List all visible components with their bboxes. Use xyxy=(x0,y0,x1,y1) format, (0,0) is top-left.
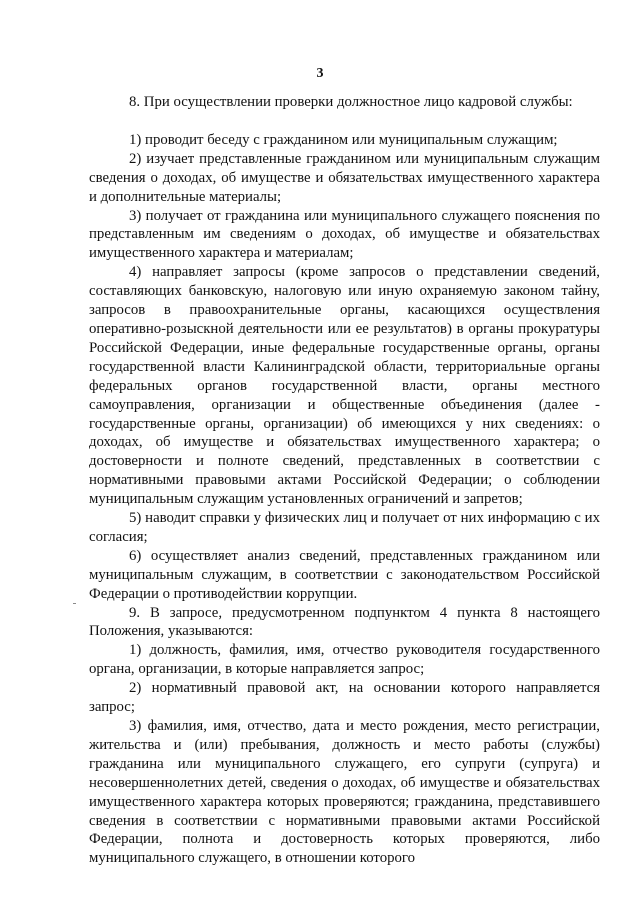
paragraph-8-1: 1) проводит беседу с гражданином или муниципальным служащим; xyxy=(129,131,558,148)
page-number: 3 xyxy=(316,66,324,81)
scan-margin-mark xyxy=(73,603,76,604)
paragraph-9-1: 1) должность, фамилия, имя, отчество руководителя государственного органа, организации, в которые направляется запрос; xyxy=(89,642,600,678)
document-body xyxy=(89,93,600,868)
paragraph-9-3: 3) фамилия, имя, отчество, дата и место рождения, место регистрации, жительства и (или) пребывания, должность и место работы (службы) гражданина или муниципального служащего, его супруги (супруга) и несовершеннолетних детей, сведения о доходах, об имуществе и обязательствах имущественного характера которых проверяются; гражданина, представившего сведения в соответствии с нормативными правовыми актами Российской Федерации, полнота и достоверность которых проверяются, либо муниципального служащего, в отношении которого xyxy=(89,718,600,867)
paragraph-8-4: 4) направляет запросы (кроме запросов о представлении сведений, составляющих банковскую, налоговую или иную охраняемую законом тайну, запросов в правоохранительные органы, касающихся осуществления оперативно-розыскной деятельности или ее результатов) в органы прокуратуры Российской Федерации, иные федеральные государственные органы, органы государственной власти Калининградской области, территориальные органы федеральных органов государственной власти, органы местного самоуправления, организации и общественные объединения (далее - государственные органы, организации) об имеющихся у них сведениях: о доходах, об имуществе и обязательствах имущественного характера; о достоверности и полноте сведений, представленных в соответствии с нормативными правовыми актами Российской Федерации; о соблюдении муниципальным служащим установленных ограничений и запретов; xyxy=(89,264,600,508)
paragraph-8-3: 3) получает от гражданина или муниципального служащего пояснения по представленным им сведениям о доходах, об имуществе и обязательствах имущественного характера и материалам; xyxy=(89,207,600,262)
paragraph-8-2: 2) изучает представленные гражданином или муниципальным служащим сведения о доходах, об имуществе и обязательствах имущественного характера и дополнительные материалы; xyxy=(89,150,600,205)
paragraph-8-intro: 8. При осуществлении проверки должностное лицо кадровой службы: xyxy=(129,94,573,110)
paragraph-8-6: 6) осуществляет анализ сведений, представленных гражданином или муниципальным служащим, в соответствии с законодательством Российской Федерации о противодействии коррупции. xyxy=(89,547,600,602)
paragraph-gap xyxy=(89,112,600,131)
paragraph-9-intro: 9. В запросе, предусмотренном подпунктом 4 пункта 8 настоящего Положения, указываются: xyxy=(89,604,600,640)
paragraph-9-2: 2) нормативный правовой акт, на основании которого направляется запрос; xyxy=(89,680,600,716)
paragraph-8-5: 5) наводит справки у физических лиц и получает от них информацию с их согласия; xyxy=(89,510,600,545)
